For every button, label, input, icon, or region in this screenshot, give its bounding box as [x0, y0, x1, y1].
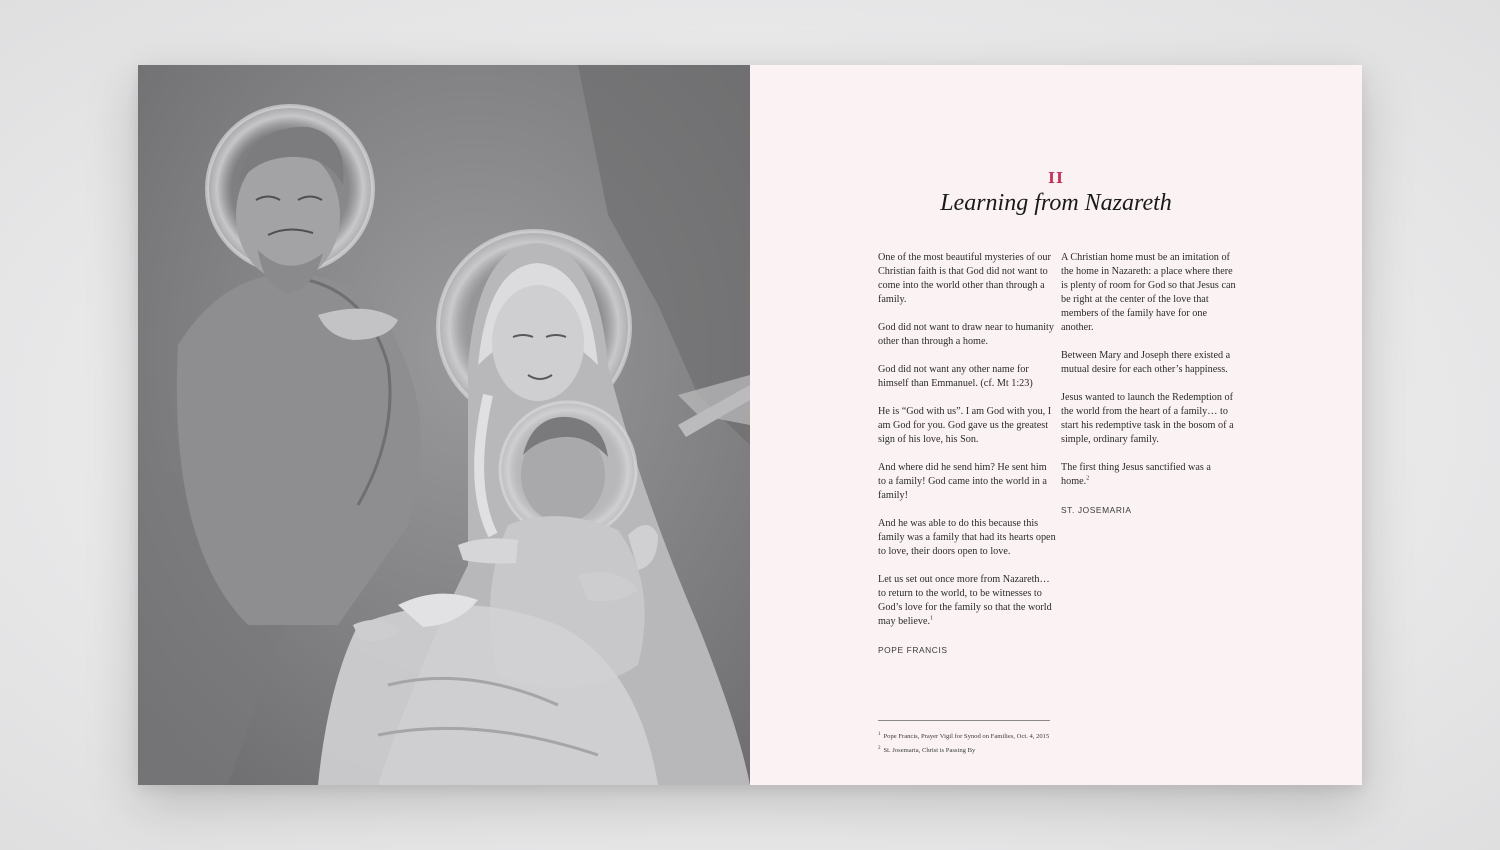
- footnote: [878, 743, 1178, 757]
- footnote-text: Pope Francis, Prayer Vigil for Synod on Families, Oct. 4, 2015: [883, 733, 1050, 741]
- paragraph: God did not want to draw near to humanity other than through a home.: [878, 322, 1054, 347]
- chapter-number: II: [1047, 169, 1065, 187]
- paragraph-with-note: [878, 573, 1056, 629]
- paragraph-text: The first thing Jesus sanctified was a home.: [1061, 462, 1211, 487]
- paragraph: And he was able to do this because this family was a family that had its hearts open to love, their doors open to love.: [878, 518, 1056, 557]
- paragraph: And where did he send him? He sent him to a family! God came into the world in a family!: [878, 462, 1047, 501]
- book-spread: [138, 65, 1362, 785]
- illustration-page: [138, 65, 750, 785]
- footnote-divider: [878, 720, 1050, 721]
- footnote-ref: 1: [930, 615, 934, 622]
- footnote-number: 1: [878, 732, 881, 737]
- attribution: ST. JOSEMARIA: [1061, 505, 1132, 515]
- paragraph-with-note: [1061, 461, 1239, 489]
- holy-family-fresco-illustration: [138, 65, 750, 785]
- footnote-ref: 2: [1086, 475, 1090, 482]
- paragraph: A Christian home must be an imitation of the home in Nazareth: a place where there is plenty of room for God so that Jesus can be right at the center of the love that members of the family have for one another.: [1061, 252, 1236, 333]
- text-page: [750, 65, 1362, 785]
- paragraph-text: Let us set out once more from Nazareth… to return to the world, to be witnesses to God’s love for the family so that the world may believe.: [878, 574, 1052, 627]
- footnote-text: St. Josemaria, Christ is Passing By: [883, 747, 976, 755]
- paragraph: One of the most beautiful mysteries of our Christian faith is that God did not want to come into the world other than through a family.: [878, 252, 1051, 305]
- footnote: [878, 729, 1178, 743]
- paragraph: He is “God with us”. I am God with you, I am God for you. God gave us the greatest sign of his love, his Son.: [878, 406, 1052, 445]
- paragraph: Between Mary and Joseph there existed a mutual desire for each other’s happiness.: [1061, 350, 1231, 375]
- attribution: POPE FRANCIS: [878, 645, 948, 655]
- paragraph: God did not want any other name for himself than Emmanuel. (cf. Mt 1:23): [878, 364, 1033, 389]
- footnote-number: 2: [878, 746, 881, 752]
- text-column-1: [878, 251, 1056, 657]
- text-column-2: [1061, 251, 1239, 517]
- paragraph: Jesus wanted to launch the Redemption of the world from the heart of a family… to start his redemptive task in the bosom of a simple, ordinary family.: [1061, 392, 1234, 445]
- chapter-title: Learning from Nazareth: [940, 190, 1172, 216]
- footnotes: [878, 729, 1178, 757]
